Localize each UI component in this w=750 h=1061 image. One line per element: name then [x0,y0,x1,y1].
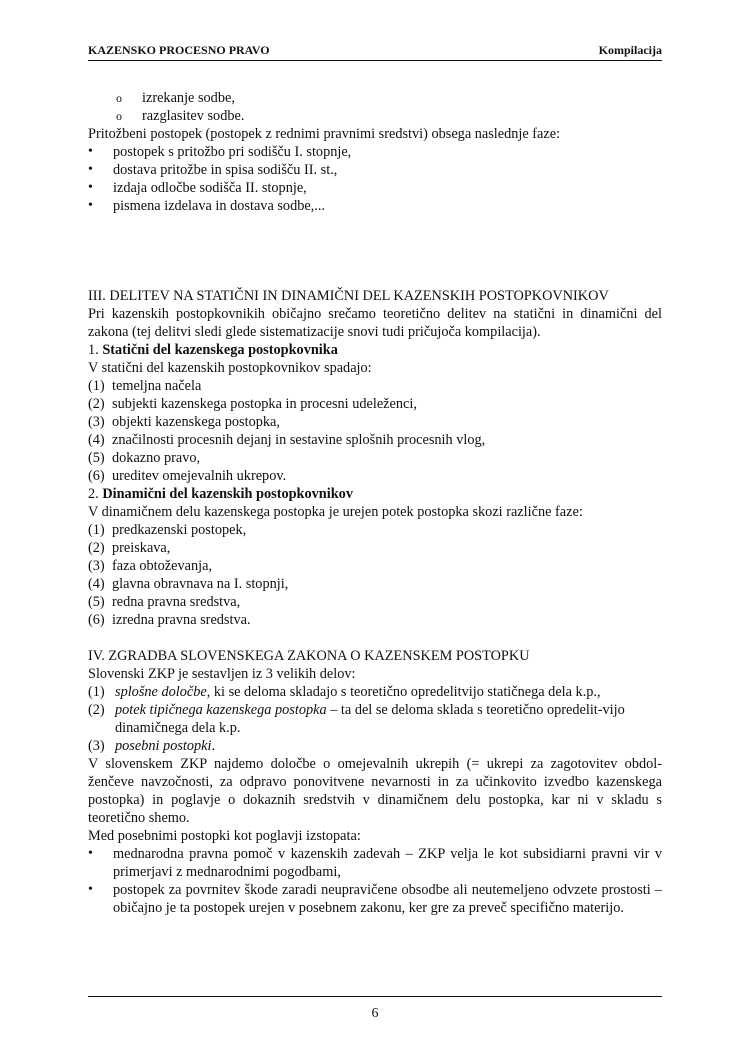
header-title: KAZENSKO PROCESNO PRAVO [88,43,270,57]
subsection-heading: 2. Dinamični del kazenskih postopkovnikov [88,486,353,502]
appeal-intro: Pritožbeni postopek (postopek z rednimi pravnimi sredstvi) obsega naslednje faze: [88,126,561,142]
bullet-icon: • [88,162,93,177]
list-item: • postopek s pritožbo pri sodišču I. stopnje, [88,144,352,160]
list-item: (1) temeljna načela [88,378,202,394]
list-item: • mednarodna pravna pomoč v kazenskih zadevah – ZKP velja le kot subsidiarni pravni vir v primerjavi z mednarodnimi pogodbami, [88,846,662,880]
body-paragraph: V slovenskem ZKP najdemo določbe o omejevalnih ukrepih (= ukrepi za zagotovitev obdol-ženčeve navzočnosti, za odpravo ponovitvene nevarnosti in za učinkovito izvedbo kazenskega postopka) in poglavje o dokaznih sredstvih v dinamičnem delu postopka, kar ni v skladu s teoretično shemo. [88,756,662,826]
subsection-intro: V statični del kazenskih postopkovnikov spadajo: [88,360,372,376]
list-item: (6) izredna pravna sredstva. [88,612,251,628]
list-item: (4) značilnosti procesnih dejanj in sestavine splošnih procesnih vlog, [88,432,486,448]
subsection-intro: V dinamičnem delu kazenskega postopka je urejen potek postopka skozi različne faze: [88,504,583,520]
section-title: IV. ZGRADBA SLOVENSKEGA ZAKONA O KAZENSKEM POSTOPKU [88,648,530,664]
circle-bullet-icon: o [116,91,122,105]
list-item: o razglasitev sodbe. [116,108,245,124]
list-item: • izdaja odločbe sodišča II. stopnje, [88,180,307,196]
list-item: • pismena izdelava in dostava sodbe,... [88,198,326,214]
page-number: 6 [371,1006,379,1021]
bullet-icon: • [88,180,93,195]
list-item: • dostava pritožbe in spisa sodišču II. st., [88,162,338,178]
list-item: (5) dokazno pravo, [88,450,201,466]
bullet-icon: • [88,144,93,159]
list-item: (2) potek tipičnega kazenskega postopka – ta del se deloma sklada s teoretično opredelit-vijo dinamičnega dela k.p. [88,702,625,736]
list-item: (4) glavna obravnava na I. stopnji, [88,576,289,592]
list-item: (1) splošne določbe, ki se deloma skladajo s teoretično opredelitvijo statičnega dela k.p., [88,684,601,700]
list-item: o izrekanje sodbe, [116,90,235,106]
section-title: III. DELITEV NA STATIČNI IN DINAMIČNI DEL KAZENSKIH POSTOPKOVNIKOV [88,288,609,304]
bullet-icon: • [88,198,93,213]
list-item: (3) posebni postopki. [88,738,216,754]
list-item: (2) preiskava, [88,540,171,556]
list-item: • postopek za povrnitev škode zaradi neupravičene obsodbe ali neutemeljeno odvzete prostosti – običajno je ta postopek urejen v posebnem zakonu, ker gre za preveč specifično materijo. [88,882,662,916]
section-intro: Pri kazenskih postopkovnikih običajno srečamo teoretično delitev na statični in dinamični del zakona (tej delitvi sledi glede sistematizacije snovi tudi pričujoča kompilacija). [88,306,662,340]
list-item: (6) ureditev omejevalnih ukrepov. [88,468,287,484]
spacer [88,215,662,287]
page-content [88,89,662,917]
bullet-icon: • [88,882,93,897]
footer-divider [88,996,662,997]
header-label: Kompilacija [598,43,662,57]
list-item: (5) redna pravna sredstva, [88,594,241,610]
page-header [88,43,662,61]
spacer [88,629,662,647]
circle-bullet-icon: o [116,109,122,123]
special-intro: Med posebnimi postopki kot poglavji izstopata: [88,828,361,844]
list-item: (3) objekti kazenskega postopka, [88,414,280,430]
list-item: (1) predkazenski postopek, [88,522,247,538]
section-intro: Slovenski ZKP je sestavljen iz 3 velikih delov: [88,666,356,682]
list-item: (2) subjekti kazenskega postopka in procesni udeleženci, [88,396,417,412]
bullet-icon: • [88,846,93,861]
subsection-heading: 1. Statični del kazenskega postopkovnika [88,342,338,358]
list-item: (3) faza obtoževanja, [88,558,213,574]
